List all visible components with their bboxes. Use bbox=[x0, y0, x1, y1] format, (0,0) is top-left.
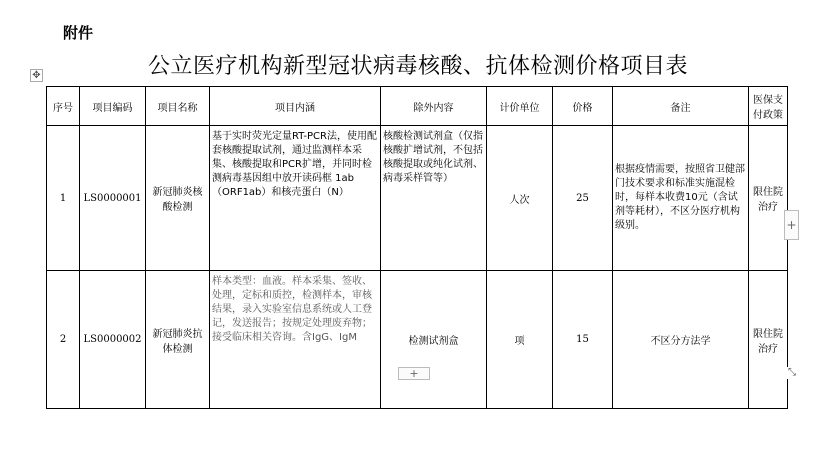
column-header-note: 备注 bbox=[613, 87, 749, 126]
column-header-unit: 计价单位 bbox=[487, 87, 553, 126]
cell-price[interactable]: 25 bbox=[553, 126, 613, 271]
cell-code[interactable]: LS0000001 bbox=[80, 126, 146, 271]
column-header-name: 项目名称 bbox=[146, 87, 210, 126]
cell-note[interactable]: 不区分方法学 bbox=[613, 271, 749, 409]
cell-unit[interactable]: 人次 bbox=[487, 126, 553, 271]
column-header-price: 价格 bbox=[553, 87, 613, 126]
table-row bbox=[47, 126, 788, 271]
table-move-handle-icon[interactable]: ✥ bbox=[30, 69, 43, 82]
cell-exclusions[interactable]: 检测试剂盒 bbox=[381, 271, 487, 409]
price-table bbox=[46, 86, 788, 409]
column-header-code: 项目编码 bbox=[80, 87, 146, 126]
cell-insurance[interactable]: 限住院治疗 bbox=[749, 126, 788, 271]
cell-content[interactable]: 基于实时荧光定量RT-PCR法，使用配套核酸提取试剂，通过监测样本采集、核酸提取和PCR扩增，并同时检测病毒基因组中放开读码框 1ab（ORF1ab）和核壳蛋白（N） bbox=[210, 126, 381, 271]
cell-price[interactable]: 15 bbox=[553, 271, 613, 409]
cell-unit[interactable]: 项 bbox=[487, 271, 553, 409]
cell-exclusions[interactable]: 核酸检测试剂盒（仅指核酸扩增试剂，不包括核酸提取或纯化试剂、病毒采样管等） bbox=[381, 126, 487, 271]
cell-note[interactable]: 根据疫情需要，按照省卫健部门技术要求和标准实施混检时，每样本收费10元（含试剂等耗材），不区分医疗机构级别。 bbox=[613, 126, 749, 271]
column-header-seq: 序号 bbox=[47, 87, 80, 126]
document-title: 公立医疗机构新型冠状病毒核酸、抗体检测价格项目表 bbox=[147, 54, 688, 79]
cell-name[interactable]: 新冠肺炎核酸检测 bbox=[146, 126, 210, 271]
table-row bbox=[47, 271, 788, 409]
cell-seq[interactable]: 2 bbox=[47, 271, 80, 409]
attachment-label: 附件 bbox=[63, 24, 94, 42]
add-row-button[interactable]: + bbox=[398, 367, 430, 380]
cell-content[interactable]: 样本类型：血液。样本采集、签收、处理，定标和质控，检测样本，审核结果，录入实验室信息系统或人工登记，发送报告；按规定处理废弃物；接受临床相关咨询。含IgG、IgM bbox=[210, 271, 381, 409]
column-header-exclusions: 除外内容 bbox=[381, 87, 487, 126]
column-header-insurance: 医保支付政策 bbox=[749, 87, 788, 126]
column-header-content: 项目内涵 bbox=[210, 87, 381, 126]
table-header-row bbox=[47, 87, 788, 126]
add-column-button[interactable]: + bbox=[784, 210, 799, 240]
table-resize-handle-icon[interactable]: ⤡ bbox=[788, 367, 796, 378]
cell-seq[interactable]: 1 bbox=[47, 126, 80, 271]
cell-name[interactable]: 新冠肺炎抗体检测 bbox=[146, 271, 210, 409]
cell-insurance[interactable]: 限住院治疗 bbox=[749, 271, 788, 409]
cell-code[interactable]: LS0000002 bbox=[80, 271, 146, 409]
